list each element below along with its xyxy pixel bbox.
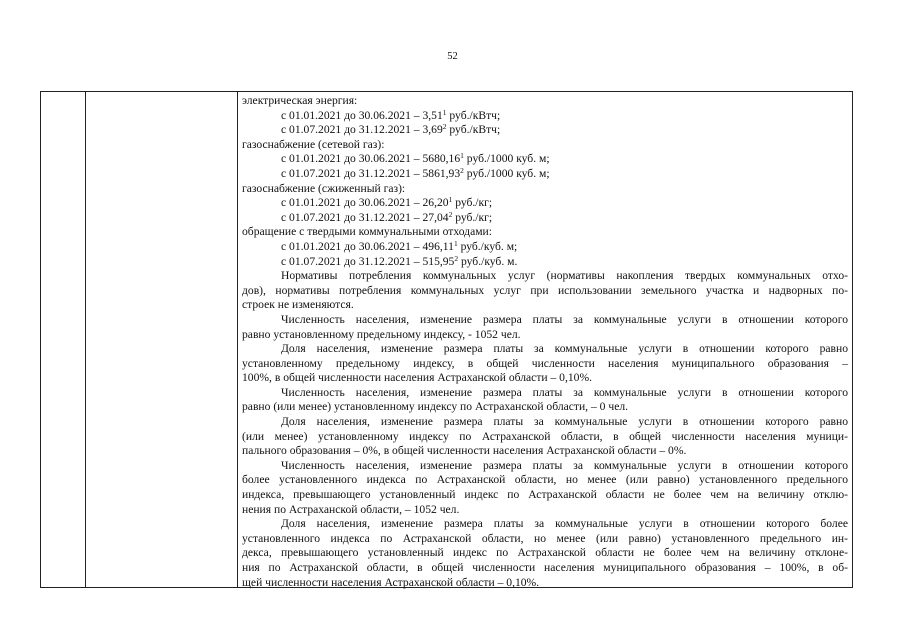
tariff-line: с 01.01.2021 до 30.06.2021 – 5680,16$^1$ руб./1000 куб. м; bbox=[281, 151, 550, 166]
paragraph-line: Численность населения, изменение размера платы за коммунальные услуги в отношении которого bbox=[281, 458, 848, 472]
tariff-line: с 01.01.2021 до 30.06.2021 – 26,20$^1$ руб./кг; bbox=[281, 195, 493, 210]
paragraph-line: Доля населения, изменение размера платы за коммунальные услуги в отношении которого равно bbox=[281, 342, 848, 356]
tariff-heading-electricity: электрическая энергия: bbox=[242, 94, 358, 107]
tariff-line: с 01.07.2021 до 31.12.2021 – 27,04$^2$ руб./кг; bbox=[281, 209, 493, 224]
table-column-divider-2 bbox=[237, 92, 238, 587]
paragraph-line: Доля населения, изменение размера платы за коммунальные услуги в отношении которого более bbox=[281, 517, 848, 531]
tariff-heading-gas-liquefied: газоснабжение (сжиженный газ): bbox=[242, 181, 406, 195]
tariff-line: с 01.07.2021 до 31.12.2021 – 515,95$^2$ руб./куб. м. bbox=[281, 253, 518, 268]
tariff-line: с 01.07.2021 до 31.12.2021 – 3,69$^2$ руб./кВтч; bbox=[281, 122, 501, 137]
table-column-divider-1 bbox=[85, 92, 86, 587]
paragraph-line: Численность населения, изменение размера платы за коммунальные услуги в отношении которого bbox=[281, 312, 848, 326]
tariff-line: с 01.01.2021 до 30.06.2021 – 3,51$^1$ руб./кВтч; bbox=[281, 107, 501, 122]
paragraph-norms bbox=[242, 269, 848, 313]
paragraph-line: ния по Астраханской области, в общей численности населения муниципального образования – 100%, в об- bbox=[242, 561, 848, 574]
paragraph-line: установленному предельному индексу, в общей численности населения муниципального образования – bbox=[242, 356, 848, 370]
paragraph-line: 100%, в общей численности населения Астраханской области – 0,10%. bbox=[242, 371, 593, 385]
paragraph-line: (или менее) установленному индексу по Астраханской области, в общей численности населения муници- bbox=[242, 429, 848, 443]
paragraph-line: равно установленному предельному индексу, - 1052 чел. bbox=[242, 327, 521, 341]
tariff-heading-solid-waste: обращение с твердыми коммунальными отходами: bbox=[242, 225, 492, 239]
paragraph-line: декса, превышающего установленный индекс по Астраханской области не более чем на величину отклоне- bbox=[242, 546, 848, 560]
paragraph-line: более установленного индекса по Астраханской области, но менее (или равно) установленного предельного bbox=[242, 473, 848, 487]
paragraph-share-below-index bbox=[242, 415, 848, 459]
paragraph-line: Численность населения, изменение размера платы за коммунальные услуги в отношении которого bbox=[281, 385, 848, 399]
paragraph-population-below-index bbox=[242, 386, 848, 415]
document-table bbox=[40, 91, 853, 588]
paragraph-population-above-index bbox=[242, 459, 848, 517]
paragraph-line: Доля населения, изменение размера платы за коммунальные услуги в отношении которого равно bbox=[281, 415, 848, 429]
table-cell-content bbox=[242, 94, 848, 590]
page-number: 52 bbox=[447, 51, 458, 62]
paragraph-line: пального образования – 0%, в общей численности населения Астраханской области – 0%. bbox=[242, 444, 687, 458]
paragraph-line: индекса, превышающего установленный индекс по Астраханской области не более чем на величину отклю- bbox=[242, 488, 848, 502]
paragraph-line: Нормативы потребления коммунальных услуг (нормативы накопления твердых коммунальных отхо- bbox=[281, 269, 848, 283]
paragraph-line: щей численности населения Астраханской области – 0,10%. bbox=[242, 575, 540, 589]
paragraph-line: дов), нормативы потребления коммунальных услуг при использовании земельного участка и надворных по- bbox=[242, 283, 848, 297]
paragraph-line: равно (или менее) установленному индексу по Астраханской области, – 0 чел. bbox=[242, 400, 629, 414]
paragraph-line: нения по Астраханской области, – 1052 чел. bbox=[242, 502, 460, 516]
paragraph-share-equal-limit bbox=[242, 342, 848, 386]
paragraph-line: строек не изменяются. bbox=[242, 298, 354, 312]
paragraph-line: установленного индекса по Астраханской области, но менее (или равно) установленного предельного ин- bbox=[242, 531, 848, 545]
paragraph-population-equal-limit bbox=[242, 313, 848, 342]
tariff-line: с 01.07.2021 до 31.12.2021 – 5861,93$^2$ руб./1000 куб. м; bbox=[281, 165, 550, 180]
tariff-line: с 01.01.2021 до 30.06.2021 – 496,11$^1$ руб./куб. м; bbox=[281, 238, 518, 253]
tariff-heading-gas-network: газоснабжение (сетевой газ): bbox=[242, 137, 385, 151]
paragraph-share-above-index bbox=[242, 517, 848, 590]
